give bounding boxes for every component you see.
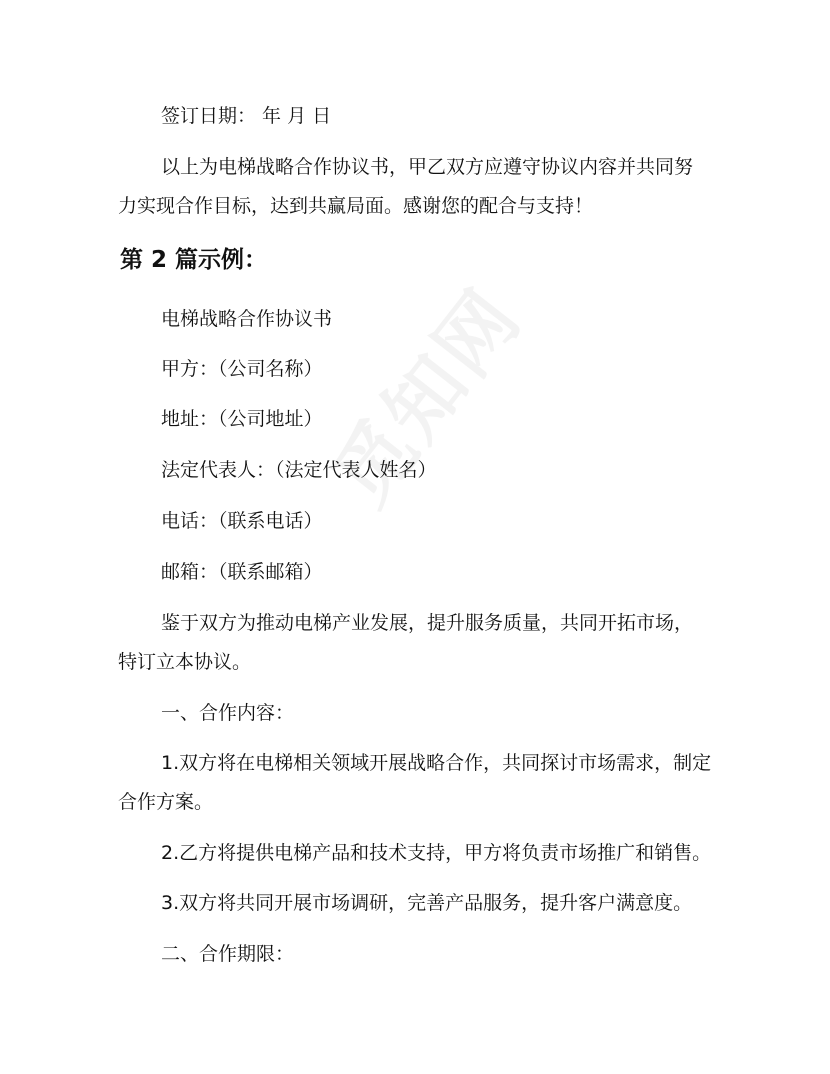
section-2-title: 二、合作期限： <box>161 943 295 965</box>
section-1-title: 一、合作内容： <box>161 702 295 724</box>
closing-paragraph-line-1: 以上为电梯战略合作协议书，甲乙双方应遵守协议内容并共同努 <box>161 156 694 178</box>
watermark <box>303 251 558 530</box>
example-heading: 第 2 篇示例： <box>120 247 268 273</box>
document-title: 电梯战略合作协议书 <box>161 308 333 330</box>
item-2: 2.乙方将提供电梯产品和技术支持，甲方将负责市场推广和销售。 <box>161 842 712 864</box>
preamble-line-2: 特订立本协议。 <box>118 651 252 673</box>
preamble-line-1: 鉴于双方为推动电梯产业发展，提升服务质量，共同开拓市场， <box>161 612 694 634</box>
item-1-line-2: 合作方案。 <box>118 791 214 813</box>
closing-paragraph-line-2: 力实现合作目标，达到共赢局面。感谢您的配合与支持！ <box>118 195 594 217</box>
phone-field: 电话：（联系电话） <box>161 510 323 532</box>
item-1-line-1: 1.双方将在电梯相关领域开展战略合作，共同探讨市场需求，制定 <box>161 752 712 774</box>
email-field: 邮箱：（联系邮箱） <box>161 561 323 583</box>
item-3: 3.双方将共同开展市场调研，完善产品服务，提升客户满意度。 <box>161 892 693 914</box>
party-a-field: 甲方：（公司名称） <box>161 358 323 380</box>
legal-representative-field: 法定代表人：（法定代表人姓名） <box>161 459 437 481</box>
signing-date: 签订日期： 年 月 日 <box>161 105 332 127</box>
address-field: 地址：（公司地址） <box>161 408 323 430</box>
